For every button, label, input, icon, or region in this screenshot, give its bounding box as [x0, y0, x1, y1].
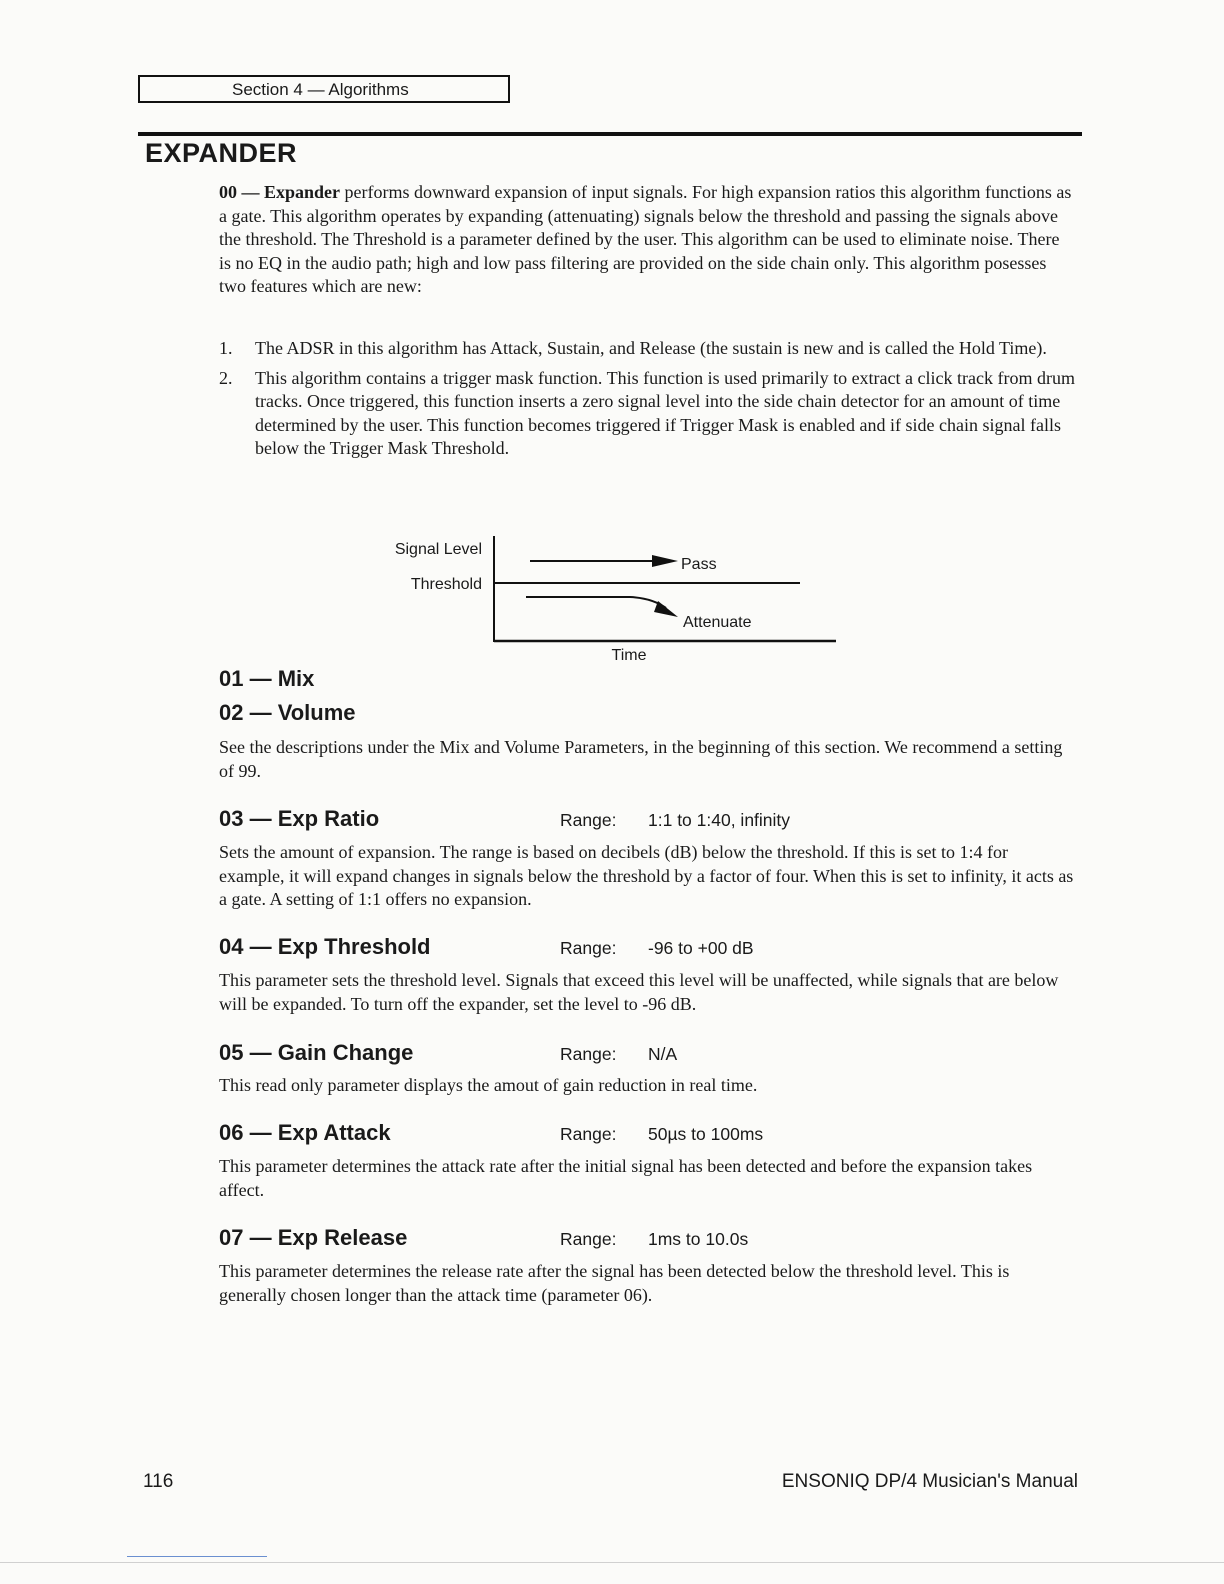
- param-03-range: [560, 810, 790, 831]
- param-04-title: 04 — Exp Threshold: [219, 934, 431, 959]
- section-header-box: [138, 75, 510, 103]
- range-value: 1ms to 10.0s: [648, 1229, 749, 1249]
- page-number: 116: [143, 1471, 174, 1492]
- attenuate-arrow-line: [526, 597, 666, 608]
- manual-title: ENSONIQ DP/4 Musician's Manual: [781, 1471, 1078, 1492]
- list-item-number: 1.: [219, 338, 233, 358]
- range-label: Range:: [560, 1044, 617, 1064]
- param-02-title: 02 — Volume: [219, 700, 356, 725]
- pass-label: Pass: [681, 556, 717, 573]
- param-02-description: See the descriptions under the Mix and Volume Parameters, in the beginning of this section. We recommend a setting of 99.: [219, 737, 1063, 781]
- attenuate-label: Attenuate: [683, 614, 752, 631]
- title-rule: [138, 132, 1082, 136]
- list-item-text: The ADSR in this algorithm has Attack, Sustain, and Release (the sustain is new and is called the Hold Time).: [255, 338, 1047, 358]
- range-label: Range:: [560, 938, 617, 958]
- scan-artifact-line: [127, 1556, 267, 1557]
- list-item: [219, 337, 1075, 361]
- list-item: [219, 367, 1075, 461]
- page-bottom-edge: [0, 1562, 1224, 1563]
- time-label: Time: [611, 647, 647, 664]
- range-value: N/A: [648, 1044, 678, 1064]
- intro-text: performs downward expansion of input signals. For high expansion ratios this algorithm functions as a gate. This algorithm operates by expanding (attenuating) signals below the threshold and passing the signals above the threshold. The Threshold is a parameter defined by the user. This algorithm can be used to eliminate noise. There is no EQ in the audio path; high and low pass filtering are provided on the side chain only. This algorithm posesses two features which are new:: [219, 182, 1072, 296]
- intro-lead: 00 — Expander: [219, 182, 341, 202]
- param-03-description: Sets the amount of expansion. The range is based on decibels (dB) below the threshold. If this is set to 1:4 for example, it will expand changes in signals below the threshold by a factor of four. When this is set to infinity, it acts as a gate. A setting of 1:1 offers no expansion.: [219, 842, 1074, 909]
- param-06-description: This parameter determines the attack rate after the initial signal has been detected and before the expansion takes affect.: [219, 1156, 1033, 1200]
- param-03-title: 03 — Exp Ratio: [219, 806, 380, 831]
- list-item-text: This algorithm contains a trigger mask function. This function is used primarily to extract a click track from drum tracks. Once triggered, this function inserts a zero signal level into the side chain detector for an amount of time determined by the user. This function becomes triggered if Trigger Mask is enabled and if side chain signal falls below the Trigger Mask Threshold.: [255, 367, 1075, 458]
- pass-arrow-head: [652, 555, 678, 567]
- param-06-range: [560, 1124, 763, 1145]
- page-title: EXPANDER: [145, 138, 298, 168]
- param-07-description: This parameter determines the release rate after the signal has been detected below the threshold level. This is generally chosen longer than the attack time (parameter 06).: [219, 1261, 1010, 1305]
- intro-paragraph: [219, 181, 1075, 299]
- param-07-range: [560, 1229, 748, 1250]
- param-04-range: [560, 938, 754, 959]
- range-value: 50µs to 100ms: [648, 1124, 764, 1144]
- attenuate-arrow-head: [654, 601, 678, 617]
- features-list: [219, 337, 1075, 467]
- param-01-title: 01 — Mix: [219, 666, 315, 691]
- range-value: 1:1 to 1:40, infinity: [648, 810, 791, 830]
- param-05-title: 05 — Gain Change: [219, 1040, 414, 1065]
- range-label: Range:: [560, 810, 617, 830]
- threshold-label: Threshold: [410, 576, 482, 593]
- expander-diagram: [380, 530, 850, 670]
- param-05-description: This read only parameter displays the amout of gain reduction in real time.: [219, 1075, 758, 1095]
- signal-level-label: Signal Level: [394, 541, 482, 558]
- section-header-label: Section 4 — Algorithms: [232, 80, 409, 99]
- param-07-title: 07 — Exp Release: [219, 1225, 408, 1250]
- range-value: -96 to +00 dB: [648, 938, 754, 958]
- range-label: Range:: [560, 1124, 617, 1144]
- param-05-range: [560, 1044, 677, 1065]
- param-06-title: 06 — Exp Attack: [219, 1120, 391, 1145]
- list-item-number: 2.: [219, 367, 233, 388]
- range-label: Range:: [560, 1229, 617, 1249]
- param-04-description: This parameter sets the threshold level. Signals that exceed this level will be unaffected, while signals that are below will be expanded. To turn off the expander, set the level to -96 dB.: [219, 970, 1059, 1014]
